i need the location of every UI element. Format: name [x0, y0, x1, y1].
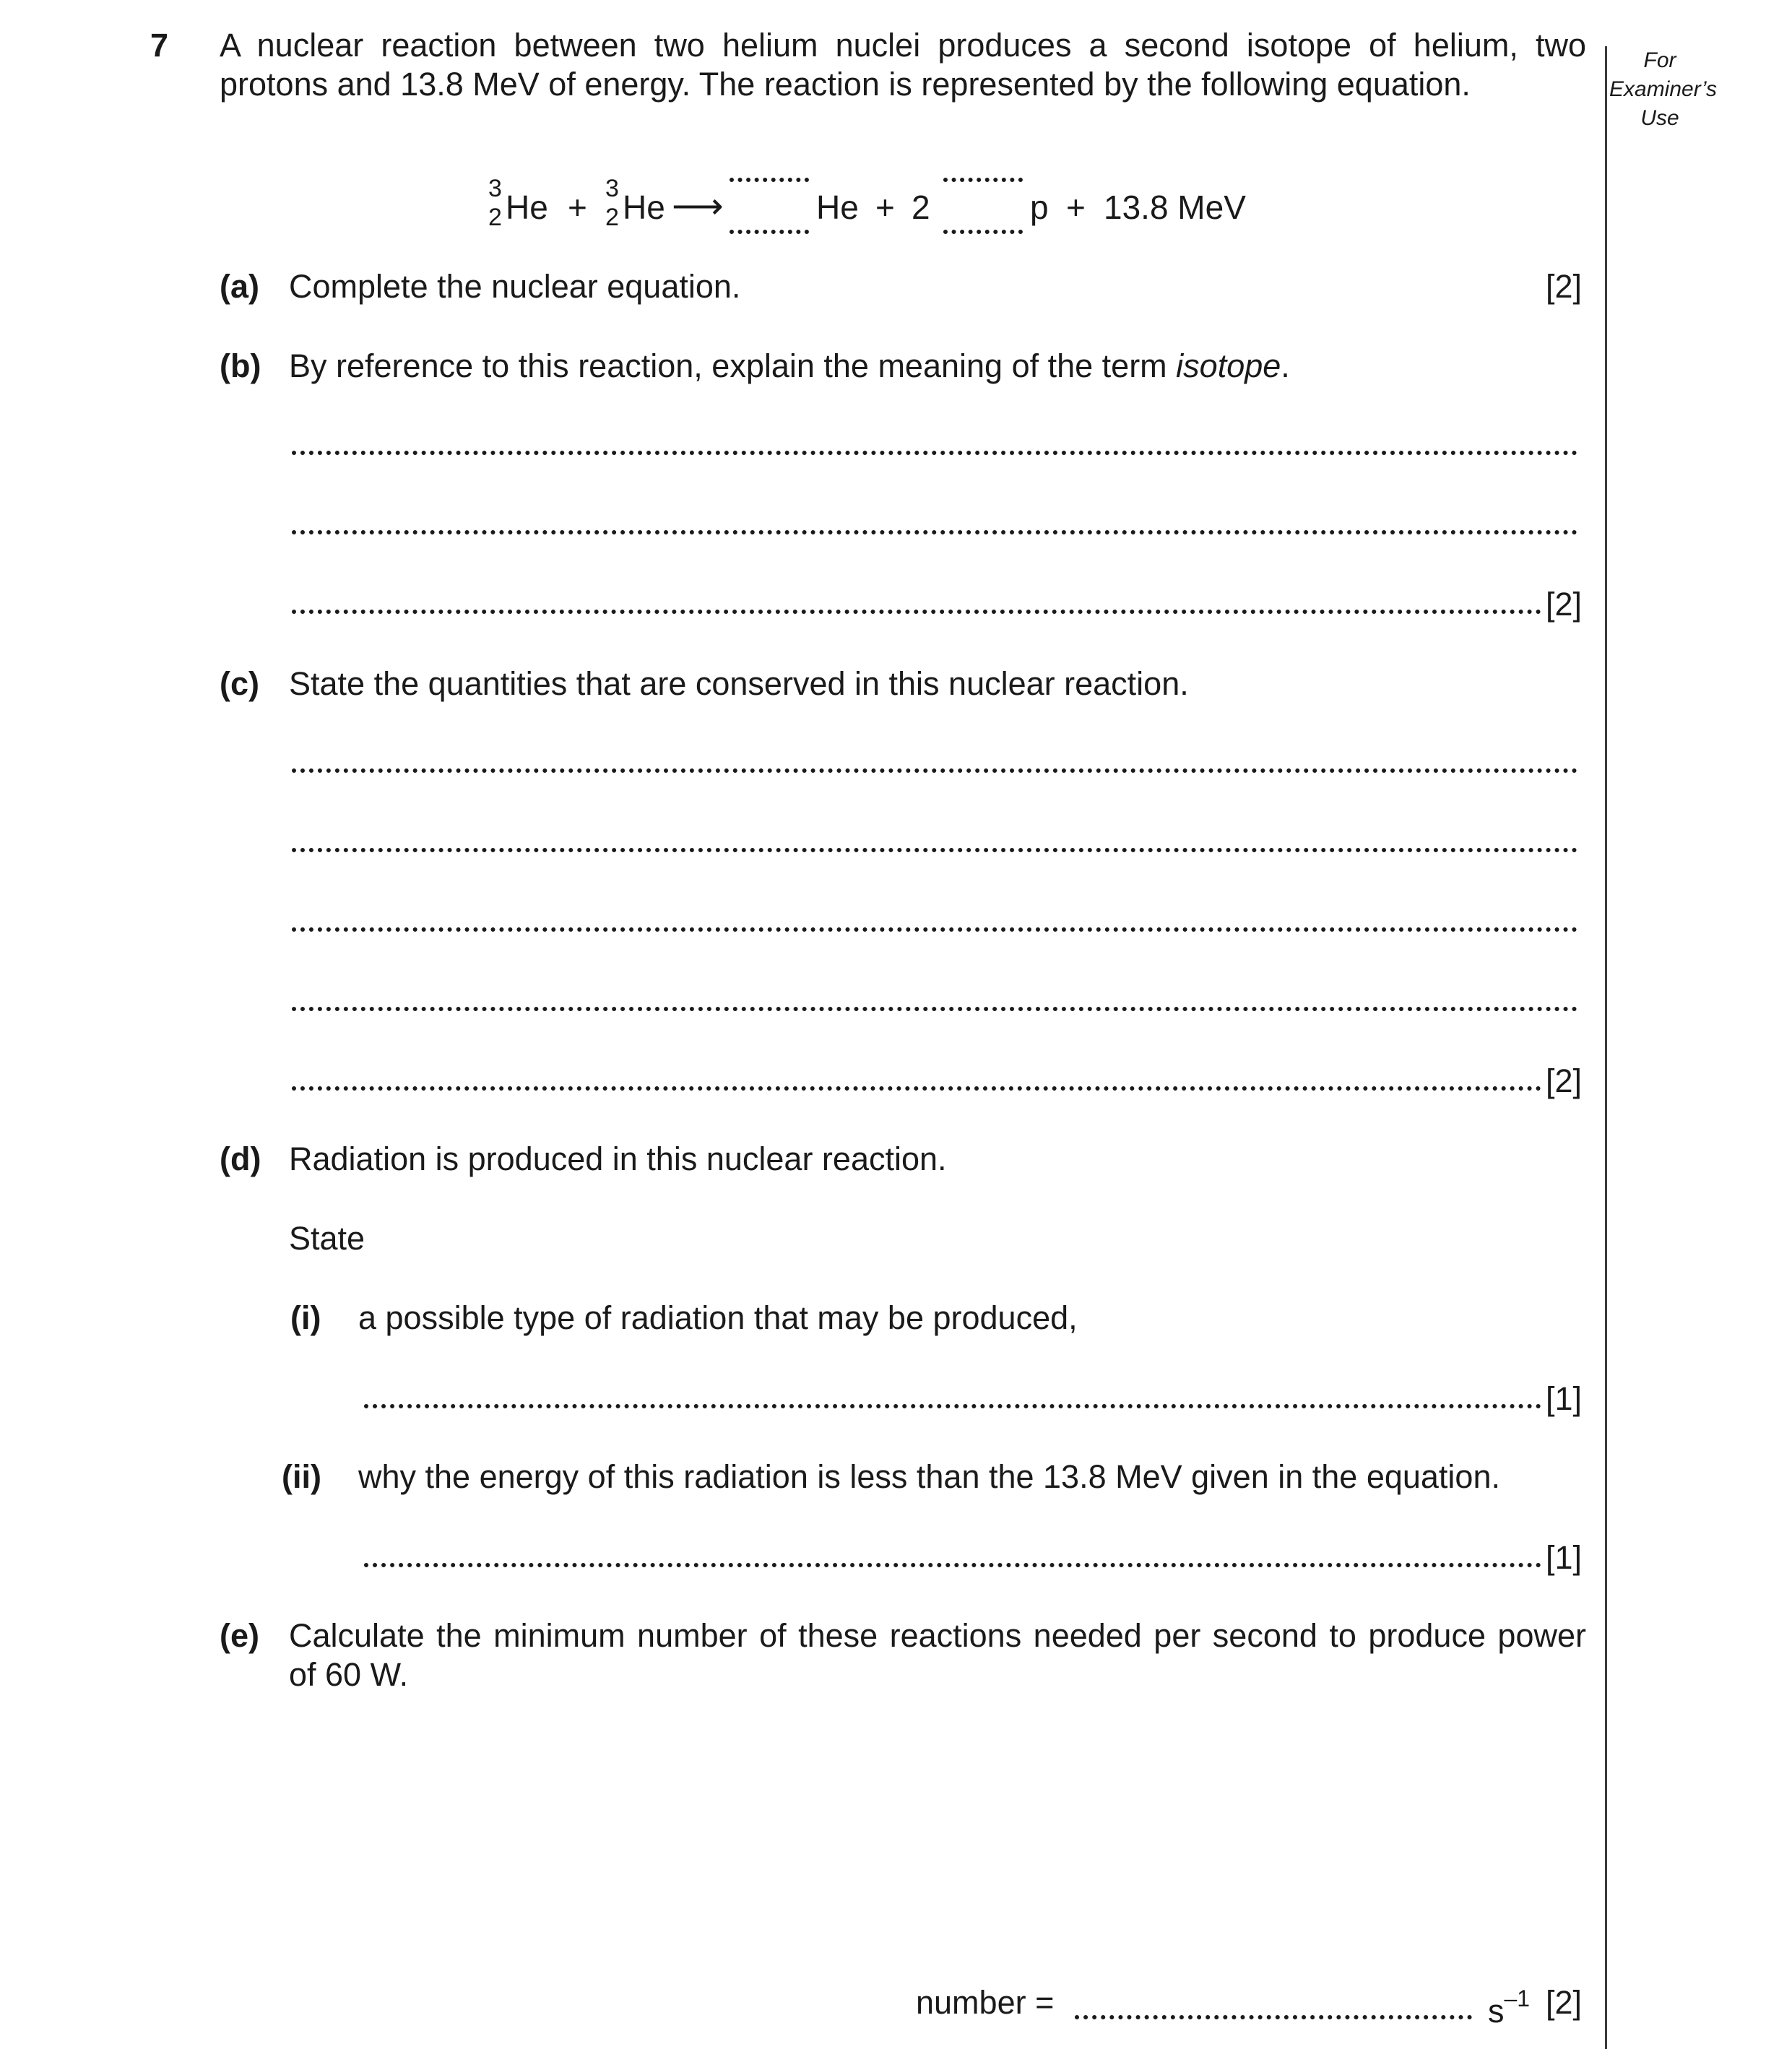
examiner-use-line2: Examiner’s	[1609, 77, 1717, 101]
product-symbol: He	[816, 189, 859, 226]
part-c-label: (c)	[220, 665, 259, 702]
answer-unit	[1488, 1983, 1530, 2031]
part-c-answer-line-3[interactable]	[292, 927, 1577, 932]
part-d-text: Radiation is produced in this nuclear reaction.	[289, 1140, 947, 1177]
part-c-answer-line-2[interactable]	[292, 848, 1577, 852]
unit-base: s	[1488, 1993, 1505, 2029]
part-c-text: State the quantities that are conserved in this nuclear reaction.	[289, 665, 1189, 702]
energy-term: 13.8 MeV	[1104, 189, 1246, 226]
he1-symbol: He	[506, 189, 548, 226]
he1-mass-number: 3	[488, 175, 502, 202]
plus-sign-1: +	[568, 189, 587, 226]
question-number: 7	[150, 27, 169, 64]
question-stem-line1: A nuclear reaction between two helium nuclei produces a second isotope of helium, two	[220, 27, 1586, 64]
part-b-term: isotope	[1176, 347, 1281, 384]
number-answer-line[interactable]	[1075, 2015, 1472, 2019]
reaction-arrow: ⟶	[672, 186, 724, 226]
part-b-text-before: By reference to this reaction, explain the meaning of the term	[289, 347, 1177, 384]
part-e-text-line1: Calculate the minimum number of these reactions needed per second to produce power	[289, 1617, 1586, 1654]
part-a-label: (a)	[220, 268, 259, 305]
answer-label: number =	[916, 1984, 1055, 2021]
part-b-label: (b)	[220, 347, 261, 384]
examiner-use-line1: For	[1643, 48, 1676, 72]
product-atomic-blank[interactable]	[730, 230, 809, 234]
part-d-i-label: (i)	[290, 1299, 321, 1336]
part-a-marks: [2]	[1546, 268, 1583, 305]
part-b-answer-line-1[interactable]	[292, 451, 1577, 455]
proton-atomic-blank[interactable]	[943, 230, 1023, 234]
part-c-marks: [2]	[1546, 1062, 1583, 1099]
part-d-i-answer-line[interactable]	[364, 1404, 1541, 1408]
part-d-state: State	[289, 1220, 365, 1257]
question-stem-line2: protons and 13.8 MeV of energy. The reaction is represented by the following equation.	[220, 66, 1471, 103]
part-d-i-marks: [1]	[1546, 1380, 1583, 1417]
he2-atomic-number: 2	[605, 204, 619, 231]
he2-symbol: He	[623, 189, 665, 226]
part-b-text	[289, 347, 1290, 386]
plus-sign-3: +	[1066, 189, 1086, 226]
part-d-ii-answer-line[interactable]	[364, 1563, 1541, 1567]
part-e-label: (e)	[220, 1617, 259, 1654]
proton-symbol: p	[1030, 189, 1049, 226]
part-b-text-after: .	[1281, 347, 1290, 384]
proton-coefficient: 2	[912, 189, 930, 226]
part-b-answer-line-3[interactable]	[292, 610, 1541, 614]
part-d-ii-marks: [1]	[1546, 1539, 1583, 1576]
part-d-label: (d)	[220, 1140, 261, 1177]
he1-atomic-number: 2	[488, 204, 502, 231]
examiner-use-line3: Use	[1640, 106, 1679, 130]
examiner-use-label	[1609, 46, 1717, 133]
part-e-text-line2: of 60 W.	[289, 1656, 409, 1693]
plus-sign-2: +	[875, 189, 895, 226]
part-b-marks: [2]	[1546, 586, 1583, 623]
part-e-marks: [2]	[1546, 1984, 1583, 2021]
part-c-answer-line-4[interactable]	[292, 1007, 1577, 1011]
part-c-answer-line-5[interactable]	[292, 1086, 1541, 1091]
part-a-text: Complete the nuclear equation.	[289, 268, 741, 305]
part-d-ii-text: why the energy of this radiation is less than the 13.8 MeV given in the equation.	[358, 1458, 1500, 1495]
part-d-i-text: a possible type of radiation that may be produced,	[358, 1299, 1078, 1336]
proton-mass-blank[interactable]	[943, 178, 1023, 182]
product-mass-blank[interactable]	[730, 178, 809, 182]
unit-exponent: –1	[1504, 1985, 1531, 2011]
part-d-ii-label: (ii)	[282, 1458, 321, 1495]
he2-mass-number: 3	[605, 175, 619, 202]
part-b-answer-line-2[interactable]	[292, 530, 1577, 534]
part-c-answer-line-1[interactable]	[292, 768, 1577, 773]
examiner-margin-rule	[1605, 46, 1607, 2049]
